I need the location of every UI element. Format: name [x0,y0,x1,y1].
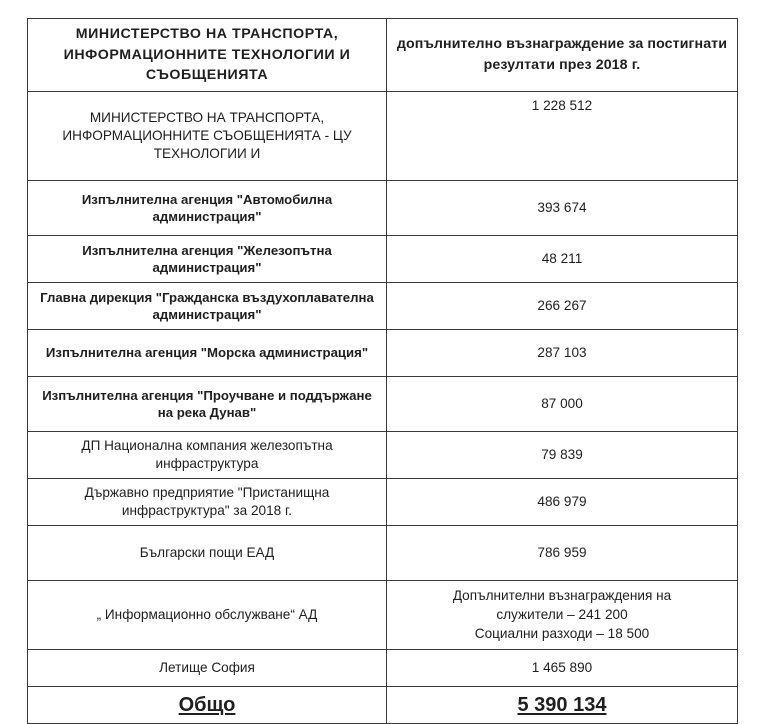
amount-line-1: Допълнителни възнаграждения на [452,587,672,603]
amount-line-3: Социални разходи – 18 500 [474,626,650,642]
cell-amount: 393 674 [387,180,738,235]
table-row [28,649,738,686]
cell-organization: Български пощи ЕАД [28,525,387,580]
total-label: Общо [178,693,236,716]
total-amount: 5 390 134 [517,693,607,716]
cell-amount: 786 959 [387,525,738,580]
table-row [28,91,738,180]
table-row [28,282,738,329]
amount-line-2: служители – 241 200 [496,607,628,623]
table-total-row [28,686,738,723]
table-row [28,431,738,478]
total-amount-cell [387,686,738,723]
cell-amount: 1 228 512 [387,91,738,180]
header-cell-amount: допълнително възнаграждение за постигнати резултати през 2018 г. [387,19,738,92]
cell-organization: МИНИСТЕРСТВО НА ТРАНСПОРТА, ИНФОРМАЦИОННИТЕ СЪОБЩЕНИЯТА - ЦУ ТЕХНОЛОГИИ И [28,91,387,180]
cell-amount: 1 465 890 [387,649,738,686]
cell-amount: 287 103 [387,329,738,376]
table-header-row [28,19,738,92]
cell-amount: 48 211 [387,235,738,282]
table-row [28,235,738,282]
cell-organization: Главна дирекция "Гражданска въздухоплавателна администрация" [28,282,387,329]
table-row [28,478,738,525]
table-row [28,525,738,580]
header-cell-organization: МИНИСТЕРСТВО НА ТРАНСПОРТА, ИНФОРМАЦИОННИТЕ ТЕХНОЛОГИИ И СЪОБЩЕНИЯТА [28,19,387,92]
total-label-cell [28,686,387,723]
table-row [28,180,738,235]
table-row [28,580,738,649]
remuneration-table [27,18,738,724]
cell-organization: „ Информационно обслужване“ АД [28,580,387,649]
table-row [28,376,738,431]
cell-organization: Изпълнителна агенция "Морска администрация" [28,329,387,376]
cell-amount [387,580,738,649]
cell-organization: Изпълнителна агенция "Автомобилна администрация" [28,180,387,235]
cell-organization: Държавно предприятие "Пристанищна инфраструктура" за 2018 г. [28,478,387,525]
cell-amount: 486 979 [387,478,738,525]
cell-organization: Летище София [28,649,387,686]
cell-amount: 79 839 [387,431,738,478]
cell-organization: Изпълнителна агенция "Проучване и поддържане на река Дунав" [28,376,387,431]
cell-organization: ДП Национална компания железопътна инфраструктура [28,431,387,478]
cell-organization: Изпълнителна агенция "Железопътна администрация" [28,235,387,282]
cell-amount: 266 267 [387,282,738,329]
table-row [28,329,738,376]
cell-amount: 87 000 [387,376,738,431]
